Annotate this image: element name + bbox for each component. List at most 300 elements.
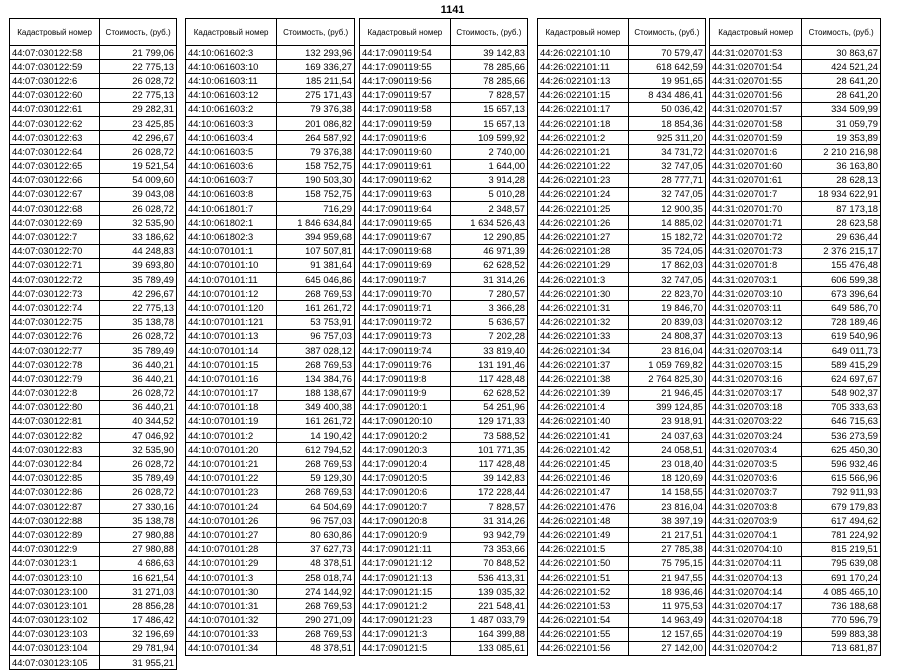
table-row <box>10 187 177 201</box>
table-row <box>538 244 706 258</box>
table-row <box>710 429 881 443</box>
cost-value: 3 914,28 <box>450 173 527 187</box>
cost-value: 15 657,13 <box>450 102 527 116</box>
cost-value: 22 775,13 <box>100 301 177 315</box>
cost-value: 35 789,49 <box>100 273 177 287</box>
table-row <box>710 528 881 542</box>
cost-value: 40 344,52 <box>100 414 177 428</box>
cadastral-number: 44:07:030122:87 <box>10 500 100 514</box>
cost-value: 12 157,65 <box>628 627 705 641</box>
cost-value: 53 753,91 <box>277 315 355 329</box>
cadastral-number: 44:10:070101:32 <box>186 613 277 627</box>
table-row <box>360 244 528 258</box>
table-row <box>360 287 528 301</box>
header-number: Кадастровый номер <box>360 19 451 46</box>
cost-value: 1 846 634,84 <box>277 216 355 230</box>
table-row <box>538 315 706 329</box>
cost-value: 20 839,03 <box>628 315 705 329</box>
cost-value: 39 043,08 <box>100 187 177 201</box>
cost-value: 615 566,96 <box>802 471 881 485</box>
cost-value: 14 885,02 <box>628 216 705 230</box>
table-row <box>710 46 881 60</box>
table-row <box>538 443 706 457</box>
cadastral-number: 44:17:090119:9 <box>360 386 451 400</box>
table-row <box>538 358 706 372</box>
cadastral-number: 44:07:030122:74 <box>10 301 100 315</box>
table-row <box>10 131 177 145</box>
cost-value: 39 693,80 <box>100 258 177 272</box>
table-row <box>360 216 528 230</box>
cadastral-number: 44:31:020703:18 <box>710 400 802 414</box>
table-row <box>538 528 706 542</box>
cost-value: 22 823,70 <box>628 287 705 301</box>
table-row <box>710 613 881 627</box>
cadastral-number: 44:10:061603:12 <box>186 88 277 102</box>
cadastral-number: 44:26:022101:37 <box>538 358 629 372</box>
table-row <box>360 443 528 457</box>
table-row <box>710 116 881 130</box>
cost-value: 23 816,04 <box>628 343 705 357</box>
table-row <box>538 88 706 102</box>
cost-value: 7 828,57 <box>450 500 527 514</box>
cadastral-number: 44:31:020704:19 <box>710 627 802 641</box>
cadastral-number: 44:17:090119:76 <box>360 358 451 372</box>
cost-value: 155 476,48 <box>802 258 881 272</box>
cadastral-number: 44:17:090120:5 <box>360 471 451 485</box>
cost-value: 19 951,65 <box>628 74 705 88</box>
table-row <box>710 556 881 570</box>
cadastral-number: 44:07:030122:68 <box>10 202 100 216</box>
cadastral-number: 44:17:090119:73 <box>360 329 451 343</box>
cost-value: 78 285,66 <box>450 74 527 88</box>
cost-value: 21 799,06 <box>100 46 177 60</box>
cadastral-number: 44:31:020703:15 <box>710 358 802 372</box>
cost-value: 117 428,48 <box>450 457 527 471</box>
cadastral-number: 44:26:022101:10 <box>538 46 629 60</box>
cadastral-number: 44:26:022101:40 <box>538 414 629 428</box>
cost-value: 394 959,68 <box>277 230 355 244</box>
table-row <box>710 88 881 102</box>
table-row <box>10 542 177 556</box>
table-row <box>10 173 177 187</box>
table-row <box>360 400 528 414</box>
cadastral-number: 44:07:030122:85 <box>10 471 100 485</box>
cost-value: 1 644,00 <box>450 159 527 173</box>
cadastral-number: 44:31:020704:13 <box>710 570 802 584</box>
cost-value: 36 440,21 <box>100 400 177 414</box>
cost-value: 5 010,28 <box>450 187 527 201</box>
cost-value: 73 588,52 <box>450 429 527 443</box>
cadastral-number: 44:10:070101:27 <box>186 528 277 542</box>
cost-value: 28 641,20 <box>802 74 881 88</box>
cadastral-number: 44:31:020704:11 <box>710 556 802 570</box>
table-row <box>710 301 881 315</box>
cost-value: 26 028,72 <box>100 457 177 471</box>
table-row <box>710 173 881 187</box>
table-row <box>186 102 355 116</box>
table-row <box>710 585 881 599</box>
cost-value: 23 425,85 <box>100 116 177 130</box>
cadastral-number: 44:10:070101:3 <box>186 570 277 584</box>
cost-value: 93 942,79 <box>450 528 527 542</box>
cadastral-number: 44:07:030123:102 <box>10 613 100 627</box>
cost-value: 64 504,69 <box>277 500 355 514</box>
cost-value: 28 628,13 <box>802 173 881 187</box>
cadastral-number: 44:10:070101:26 <box>186 514 277 528</box>
cost-value: 268 769,53 <box>277 457 355 471</box>
table-row <box>186 443 355 457</box>
cost-value: 612 794,52 <box>277 443 355 457</box>
cadastral-number: 44:17:090121:15 <box>360 585 451 599</box>
cadastral-number: 44:07:030122:72 <box>10 273 100 287</box>
cadastral-number: 44:26:022101:38 <box>538 372 629 386</box>
cadastral-number: 44:31:020701:59 <box>710 131 802 145</box>
cost-value: 28 623,58 <box>802 216 881 230</box>
cadastral-number: 44:26:022101:27 <box>538 230 629 244</box>
cadastral-number: 44:10:070101:19 <box>186 414 277 428</box>
cadastral-number: 44:10:070101:14 <box>186 343 277 357</box>
table-row <box>710 457 881 471</box>
cadastral-number: 44:26:022101:25 <box>538 202 629 216</box>
cadastral-number: 44:31:020704:1 <box>710 528 802 542</box>
cadastral-number: 44:17:090119:57 <box>360 88 451 102</box>
cadastral-number: 44:10:061802:1 <box>186 216 277 230</box>
cost-value: 8 434 486,41 <box>628 88 705 102</box>
cost-value: 619 540,96 <box>802 329 881 343</box>
cadastral-number: 44:31:020703:13 <box>710 329 802 343</box>
cost-value: 26 028,72 <box>100 74 177 88</box>
cost-value: 158 752,75 <box>277 159 355 173</box>
table-row <box>710 414 881 428</box>
cadastral-number: 44:07:030122:58 <box>10 46 100 60</box>
cost-value: 36 440,21 <box>100 372 177 386</box>
table-row <box>360 542 528 556</box>
cadastral-number: 44:26:022101:39 <box>538 386 629 400</box>
cost-value: 28 856,28 <box>100 599 177 613</box>
cadastral-number: 44:17:090120:6 <box>360 485 451 499</box>
cadastral-number: 44:17:090121:12 <box>360 556 451 570</box>
cost-value: 80 630,86 <box>277 528 355 542</box>
table-row <box>186 60 355 74</box>
table-row <box>10 556 177 570</box>
cost-value: 50 036,42 <box>628 102 705 116</box>
cadastral-number: 44:26:022101:32 <box>538 315 629 329</box>
cadastral-number: 44:26:022101:45 <box>538 457 629 471</box>
table-row <box>10 258 177 272</box>
cadastral-number: 44:07:030122:69 <box>10 216 100 230</box>
table-row <box>10 358 177 372</box>
cost-value: 29 636,44 <box>802 230 881 244</box>
table-row <box>186 358 355 372</box>
cadastral-number: 44:07:030122:9 <box>10 542 100 556</box>
cost-value: 781 224,92 <box>802 528 881 542</box>
cost-value: 201 086,82 <box>277 116 355 130</box>
cost-value: 39 142,83 <box>450 46 527 60</box>
cadastral-number: 44:10:070101:120 <box>186 301 277 315</box>
table-row <box>10 570 177 584</box>
table-row <box>538 216 706 230</box>
table-row <box>186 88 355 102</box>
cost-value: 22 775,13 <box>100 88 177 102</box>
table-row <box>360 641 528 655</box>
table-row <box>360 414 528 428</box>
cost-value: 673 396,64 <box>802 287 881 301</box>
cost-value: 129 171,33 <box>450 414 527 428</box>
table-row <box>710 230 881 244</box>
cadastral-number: 44:10:070101:21 <box>186 457 277 471</box>
cost-value: 18 854,36 <box>628 116 705 130</box>
cost-value: 73 353,66 <box>450 542 527 556</box>
table-row <box>10 641 177 655</box>
table-row <box>538 301 706 315</box>
cost-value: 31 059,79 <box>802 116 881 130</box>
table-row <box>538 585 706 599</box>
cost-value: 36 440,21 <box>100 358 177 372</box>
cost-value: 21 217,51 <box>628 528 705 542</box>
header-number: Кадастровый номер <box>10 19 100 46</box>
cost-value: 28 641,20 <box>802 88 881 102</box>
cost-value: 27 142,00 <box>628 641 705 655</box>
cost-value: 12 900,35 <box>628 202 705 216</box>
cadastral-number: 44:31:020701:7 <box>710 187 802 201</box>
cadastral-number: 44:10:070101:24 <box>186 500 277 514</box>
cadastral-number: 44:10:070101:18 <box>186 400 277 414</box>
cost-value: 32 747,05 <box>628 187 705 201</box>
cost-value: 221 548,41 <box>450 599 527 613</box>
cadastral-number: 44:07:030122:6 <box>10 74 100 88</box>
table-row <box>538 343 706 357</box>
cadastral-number: 44:31:020703:4 <box>710 443 802 457</box>
cost-value: 26 028,72 <box>100 329 177 343</box>
cost-value: 169 336,27 <box>277 60 355 74</box>
cadastral-number: 44:26:022101:34 <box>538 343 629 357</box>
cadastral-number: 44:31:020703:5 <box>710 457 802 471</box>
table-row <box>538 287 706 301</box>
table-row <box>10 88 177 102</box>
cost-value: 15 182,72 <box>628 230 705 244</box>
cost-value: 35 138,78 <box>100 315 177 329</box>
table-row <box>710 599 881 613</box>
cadastral-table-3 <box>359 18 528 656</box>
cost-value: 32 747,05 <box>628 159 705 173</box>
cadastral-table-2 <box>185 18 355 656</box>
cost-value: 268 769,53 <box>277 358 355 372</box>
cadastral-number: 44:26:022101:51 <box>538 570 629 584</box>
cadastral-number: 44:07:030123:1 <box>10 556 100 570</box>
cost-value: 59 129,30 <box>277 471 355 485</box>
cadastral-table-5 <box>709 18 881 656</box>
cost-value: 23 918,91 <box>628 414 705 428</box>
table-row <box>360 116 528 130</box>
cost-value: 795 639,08 <box>802 556 881 570</box>
table-row <box>186 173 355 187</box>
table-row <box>10 599 177 613</box>
table-row <box>186 570 355 584</box>
cost-value: 815 219,51 <box>802 542 881 556</box>
table-row <box>538 116 706 130</box>
table-row <box>538 230 706 244</box>
cost-value: 30 863,67 <box>802 46 881 60</box>
cost-value: 132 293,96 <box>277 46 355 60</box>
cadastral-number: 44:07:030123:100 <box>10 585 100 599</box>
cost-value: 925 311,20 <box>628 131 705 145</box>
table-row <box>10 400 177 414</box>
table-row <box>538 145 706 159</box>
cadastral-number: 44:10:070101:16 <box>186 372 277 386</box>
cost-value: 736 188,68 <box>802 599 881 613</box>
cadastral-number: 44:17:090120:10 <box>360 414 451 428</box>
table-row <box>538 60 706 74</box>
table-row <box>186 585 355 599</box>
table-row <box>10 202 177 216</box>
cost-value: 5 636,57 <box>450 315 527 329</box>
cadastral-number: 44:10:061801:7 <box>186 202 277 216</box>
cost-value: 624 697,67 <box>802 372 881 386</box>
cost-value: 54 009,60 <box>100 173 177 187</box>
cadastral-number: 44:31:020703:1 <box>710 273 802 287</box>
cadastral-number: 44:17:090119:61 <box>360 159 451 173</box>
cost-value: 32 535,90 <box>100 443 177 457</box>
cadastral-number: 44:07:030122:81 <box>10 414 100 428</box>
cost-value: 596 932,46 <box>802 457 881 471</box>
table-row <box>538 131 706 145</box>
cost-value: 21 947,55 <box>628 570 705 584</box>
cost-value: 349 400,38 <box>277 400 355 414</box>
table-row <box>538 202 706 216</box>
cost-value: 36 163,80 <box>802 159 881 173</box>
cadastral-number: 44:10:061603:5 <box>186 145 277 159</box>
table-row <box>360 627 528 641</box>
cadastral-number: 44:31:020703:17 <box>710 386 802 400</box>
header-cost: Стоимость, (руб.) <box>277 19 355 46</box>
cadastral-number: 44:31:020703:22 <box>710 414 802 428</box>
cadastral-number: 44:10:061603:6 <box>186 159 277 173</box>
cadastral-number: 44:31:020703:14 <box>710 343 802 357</box>
table-row <box>710 287 881 301</box>
table-row <box>710 60 881 74</box>
cost-value: 618 642,59 <box>628 60 705 74</box>
cadastral-number: 44:31:020703:6 <box>710 471 802 485</box>
cadastral-number: 44:17:090119:70 <box>360 287 451 301</box>
cost-value: 139 035,32 <box>450 585 527 599</box>
cadastral-number: 44:31:020701:71 <box>710 216 802 230</box>
cadastral-number: 44:31:020703:11 <box>710 301 802 315</box>
cost-value: 161 261,72 <box>277 301 355 315</box>
cadastral-number: 44:07:030123:105 <box>10 656 100 670</box>
cadastral-number: 44:31:020703:9 <box>710 514 802 528</box>
cost-value: 35 789,49 <box>100 471 177 485</box>
table-row <box>710 443 881 457</box>
table-row <box>186 386 355 400</box>
cadastral-number: 44:07:030122:67 <box>10 187 100 201</box>
cost-value: 275 171,43 <box>277 88 355 102</box>
cadastral-number: 44:17:090119:58 <box>360 102 451 116</box>
table-row <box>360 273 528 287</box>
table-row <box>360 187 528 201</box>
cost-value: 7 202,28 <box>450 329 527 343</box>
table-row <box>10 60 177 74</box>
cost-value: 334 509,99 <box>802 102 881 116</box>
cost-value: 188 138,67 <box>277 386 355 400</box>
cost-value: 16 621,54 <box>100 570 177 584</box>
table-row <box>186 528 355 542</box>
table-row <box>186 46 355 60</box>
table-row <box>538 627 706 641</box>
cadastral-number: 44:17:090119:67 <box>360 230 451 244</box>
cost-value: 1 487 033,79 <box>450 613 527 627</box>
cadastral-number: 44:31:020703:16 <box>710 372 802 386</box>
cost-value: 46 971,39 <box>450 244 527 258</box>
cost-value: 32 196,69 <box>100 627 177 641</box>
table-row <box>360 500 528 514</box>
cadastral-number: 44:10:070101:29 <box>186 556 277 570</box>
table-row <box>360 343 528 357</box>
cadastral-number: 44:17:090119:54 <box>360 46 451 60</box>
cadastral-number: 44:26:022101:52 <box>538 585 629 599</box>
cost-value: 691 170,24 <box>802 570 881 584</box>
header-number: Кадастровый номер <box>538 19 629 46</box>
cadastral-number: 44:10:070101:15 <box>186 358 277 372</box>
cost-value: 4 085 465,10 <box>802 585 881 599</box>
cost-value: 26 028,72 <box>100 145 177 159</box>
cadastral-number: 44:07:030122:65 <box>10 159 100 173</box>
cost-value: 31 271,03 <box>100 585 177 599</box>
table-row <box>10 287 177 301</box>
cost-value: 536 273,59 <box>802 429 881 443</box>
table-row <box>186 514 355 528</box>
cadastral-number: 44:07:030122:78 <box>10 358 100 372</box>
cost-value: 268 769,53 <box>277 485 355 499</box>
table-row <box>538 46 706 60</box>
cost-value: 649 011,73 <box>802 343 881 357</box>
cost-value: 22 775,13 <box>100 60 177 74</box>
table-row <box>538 159 706 173</box>
table-row <box>710 315 881 329</box>
table-row <box>186 74 355 88</box>
table-row <box>710 386 881 400</box>
cadastral-number: 44:17:090119:56 <box>360 74 451 88</box>
table-row <box>186 471 355 485</box>
cost-value: 54 251,96 <box>450 400 527 414</box>
table-row <box>186 329 355 343</box>
table-row <box>186 641 355 655</box>
cost-value: 268 769,53 <box>277 599 355 613</box>
cost-value: 75 795,15 <box>628 556 705 570</box>
table-row <box>186 230 355 244</box>
cadastral-number: 44:17:090121:13 <box>360 570 451 584</box>
cost-value: 62 628,52 <box>450 258 527 272</box>
table-row <box>538 514 706 528</box>
table-row <box>10 514 177 528</box>
cadastral-number: 44:26:022101:18 <box>538 116 629 130</box>
cost-value: 1 634 526,43 <box>450 216 527 230</box>
cadastral-number: 44:07:030122:88 <box>10 514 100 528</box>
cost-value: 14 158,55 <box>628 485 705 499</box>
table-row <box>10 159 177 173</box>
cost-value: 33 819,40 <box>450 343 527 357</box>
table-row <box>360 570 528 584</box>
table-row <box>10 145 177 159</box>
table-row <box>360 514 528 528</box>
cost-value: 47 046,92 <box>100 429 177 443</box>
cadastral-number: 44:07:030122:82 <box>10 429 100 443</box>
table-row <box>360 60 528 74</box>
cost-value: 15 657,13 <box>450 116 527 130</box>
cadastral-number: 44:07:030122:73 <box>10 287 100 301</box>
cadastral-number: 44:26:022101:17 <box>538 102 629 116</box>
cost-value: 770 596,79 <box>802 613 881 627</box>
cost-value: 109 599,92 <box>450 131 527 145</box>
